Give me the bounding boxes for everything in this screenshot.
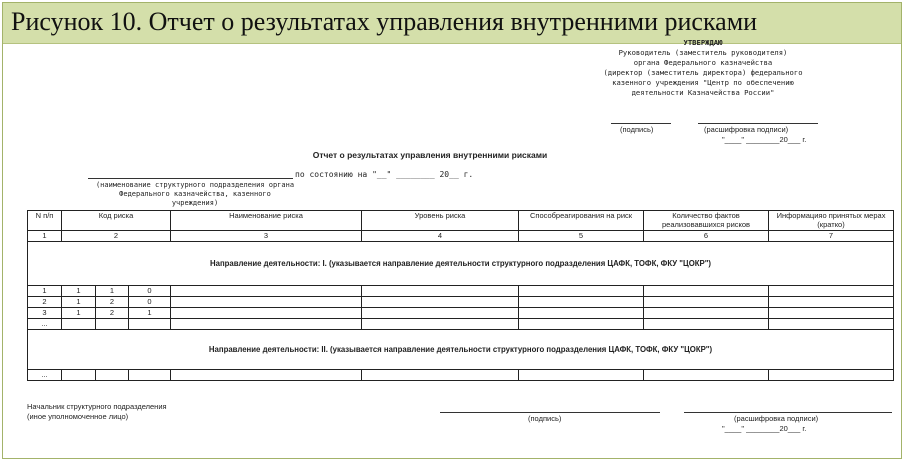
table-row (28, 319, 894, 330)
footer-decoding-line (684, 412, 892, 413)
footer-head-block (27, 402, 167, 422)
empty-cell (519, 297, 644, 308)
risk-code-part: 1 (62, 297, 96, 308)
approval-date-line: "____" ________20___ г. (722, 135, 807, 144)
risk-code-part: 2 (96, 297, 129, 308)
header-cell: N п/п (28, 211, 62, 231)
figure-title: Рисунок 10. Отчет о результатах управления внутренними рисками (11, 7, 758, 36)
approval-line: казенного учреждения "Центр по обеспечению (612, 78, 794, 87)
approval-line: органа Федерального казначейства (633, 58, 773, 67)
risk-report-table (27, 210, 894, 381)
empty-cell (171, 319, 362, 330)
header-cell: Код риска (62, 211, 171, 231)
footer-date-line: "____" ________20___ г. (722, 424, 807, 433)
risk-code-part: 1 (96, 286, 129, 297)
empty-cell (769, 297, 894, 308)
unit-name-line (88, 178, 293, 179)
table-row (28, 308, 894, 319)
empty-cell (171, 370, 362, 381)
direction-row (28, 330, 894, 370)
approval-line: деятельности Казначейства России" (631, 88, 775, 97)
table-header-row (28, 211, 894, 231)
empty-cell (769, 308, 894, 319)
empty-cell (519, 286, 644, 297)
header-cell: Наименование риска (171, 211, 362, 231)
empty-cell (519, 308, 644, 319)
column-number: 5 (519, 231, 644, 242)
empty-cell (769, 319, 894, 330)
empty-cell (362, 370, 519, 381)
empty-cell (644, 370, 769, 381)
header-cell: Уровень риска (362, 211, 519, 231)
empty-cell (171, 308, 362, 319)
risk-code-part (129, 319, 171, 330)
approval-line: (директор (заместитель директора) федерального (603, 68, 803, 77)
empty-cell (171, 297, 362, 308)
report-title: Отчет о результатах управления внутренними рисками (312, 150, 548, 160)
risk-code-part (129, 370, 171, 381)
risk-code-part: 0 (129, 286, 171, 297)
footer-signature-line (440, 412, 660, 413)
row-number: ... (28, 319, 62, 330)
column-number: 4 (362, 231, 519, 242)
risk-code-part (96, 370, 129, 381)
header-cell: Количество фактов реализовавшихся рисков (644, 211, 769, 231)
header-cell: Способреагирования на риск (519, 211, 644, 231)
empty-cell (519, 319, 644, 330)
table-row (28, 297, 894, 308)
row-number: 2 (28, 297, 62, 308)
approval-line: Руководитель (заместитель руководителя) (618, 48, 788, 57)
empty-cell (362, 297, 519, 308)
approval-signature-line (611, 123, 671, 124)
empty-cell (769, 370, 894, 381)
approval-heading: УТВЕРЖДАЮ (683, 38, 723, 47)
risk-code-part: 1 (62, 308, 96, 319)
approval-decoding-label: (расшифровка подписи) (704, 125, 789, 134)
row-number: ... (28, 370, 62, 381)
empty-cell (644, 319, 769, 330)
unit-name-note: (наименование структурного подразделения органа Федерального казначейства, казенного учреждения) (95, 181, 295, 207)
empty-cell (362, 286, 519, 297)
column-number: 3 (171, 231, 362, 242)
column-number-row (28, 231, 894, 242)
risk-code-part: 0 (129, 297, 171, 308)
empty-cell (644, 297, 769, 308)
footer-signature-label: (подпись) (528, 414, 562, 423)
risk-code-part: 1 (62, 286, 96, 297)
row-number: 3 (28, 308, 62, 319)
footer-head-note: (иное уполномоченное лицо) (27, 412, 129, 421)
table-row (28, 286, 894, 297)
empty-cell (362, 319, 519, 330)
direction-label: Направление деятельности: II. (указывается направление деятельности структурного подразделения ЦАФК, ТОФК, ФКУ "ЦОКР") (28, 330, 894, 370)
direction-label: Направление деятельности: I. (указывается направление деятельности структурного подразделения ЦАФК, ТОФК, ФКУ "ЦОКР") (28, 242, 894, 286)
header-cell: Информацияо принятых мерах (кратко) (769, 211, 894, 231)
column-number: 7 (769, 231, 894, 242)
column-number: 6 (644, 231, 769, 242)
approval-decoding-line (698, 123, 818, 124)
column-number: 2 (62, 231, 171, 242)
empty-cell (519, 370, 644, 381)
report-state-line: по состоянию на "__" ________ 20__ г. (295, 170, 474, 179)
direction-row (28, 242, 894, 286)
risk-code-part (62, 319, 96, 330)
approval-block (568, 38, 838, 98)
row-number: 1 (28, 286, 62, 297)
risk-code-part (96, 319, 129, 330)
footer-head-title: Начальник структурного подразделения (27, 402, 167, 411)
empty-cell (644, 308, 769, 319)
empty-cell (644, 286, 769, 297)
footer-decoding-label: (расшифровка подписи) (734, 414, 819, 423)
empty-cell (769, 286, 894, 297)
empty-cell (362, 308, 519, 319)
risk-code-part (62, 370, 96, 381)
approval-signature-label: (подпись) (620, 125, 654, 134)
empty-cell (171, 286, 362, 297)
risk-code-part: 1 (129, 308, 171, 319)
risk-code-part: 2 (96, 308, 129, 319)
column-number: 1 (28, 231, 62, 242)
table-row (28, 370, 894, 381)
